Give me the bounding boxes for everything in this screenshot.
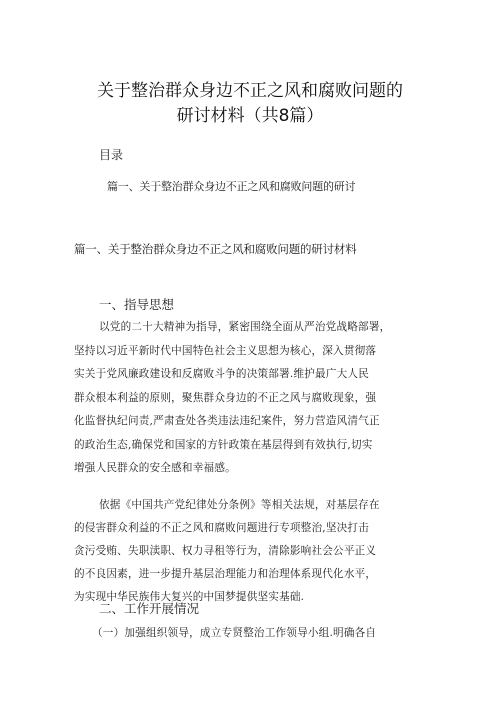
paragraph-line: 贪污受贿、失职渎职、权力寻租等行为，清除影响社会公平正义 xyxy=(74,545,377,557)
paragraph-line: 以党的二十大精神为指导，紧密围绕全面从严治党战略部署， xyxy=(99,321,391,333)
document-title-line-1: 关于整治群众身边不正之风和腐败问题的 xyxy=(97,81,403,101)
paragraph-line: （一）加强组织领导，成立专贤整治工作领导小组.明确各自 xyxy=(92,627,377,639)
paragraph-line: 增强人民群众的安全感和幸福感。 xyxy=(74,462,236,474)
toc-heading: 目录 xyxy=(99,148,124,162)
paragraph-line: 化监督执纪问责,严肃查处各类违法违纪案件，努力营造风清气正 xyxy=(74,415,380,427)
paragraph-line: 实关于党风廉政建设和反腐败斗争的决策部署.维护最广大人民 xyxy=(74,368,369,380)
paragraph-line: 的政治生态,确保党和国家的方针政策在基层得到有效执行,切实 xyxy=(74,438,373,451)
heading-work-progress: 二、工作开展情况 xyxy=(99,601,200,616)
section-title: 篇一、关于整治群众身边不正之风和腐败问题的研讨材料 xyxy=(74,242,357,256)
paragraph-line: 为实现中华民族伟大复兴的中国梦提供坚实基础. xyxy=(74,591,305,603)
toc-item[interactable]: 篇一、关于整治群众身边不正之风和腐败问题的研讨 xyxy=(107,180,356,193)
paragraph-line: 的不良因素，进一步提升基层治理能力和治理体系现代化水平， xyxy=(74,568,377,580)
paragraph-line: 群众根本利益的原则，聚焦群众身边的不正之风与腐败现象，强 xyxy=(74,391,377,404)
paragraph-line: 依据《中国共产党纪律处分条例》等相关法规，对基层存在 xyxy=(99,499,380,511)
heading-guiding-thought: 一、指导思想 xyxy=(99,297,175,312)
paragraph-line: 坚持以习近平新时代中国特色社会主义思想为核心，深入贯彻落 xyxy=(74,344,377,357)
paragraph-line: 的侵害群众利益的不正之风和腐败问题进行专项整治,坚决打击 xyxy=(74,522,369,534)
document-title-line-2: 研讨材料（共8篇） xyxy=(176,106,324,126)
